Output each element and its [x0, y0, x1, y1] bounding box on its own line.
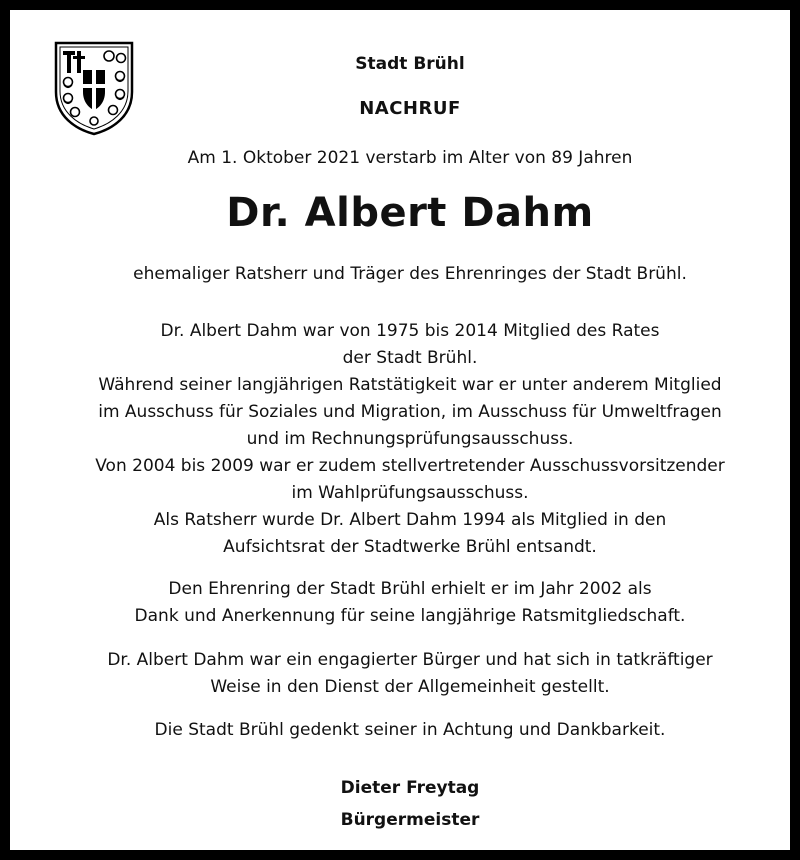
honor-paragraph [20, 576, 800, 630]
text-line: Aufsichtsrat der Stadtwerke Brühl entsandt. [223, 537, 597, 557]
text-line: Dr. Albert Dahm war von 1975 bis 2014 Mitglied des Rates [160, 321, 660, 341]
text-line: Dank und Anerkennung für seine langjährige Ratsmitgliedschaft. [134, 606, 686, 626]
text-line: der Stadt Brühl. [342, 348, 478, 368]
text-line: Von 2004 bis 2009 war er zudem stellvertretender Ausschussvorsitzender [95, 456, 725, 476]
career-paragraph [20, 318, 800, 561]
notice-title: NACHRUF [359, 98, 461, 119]
text-line: im Ausschuss für Soziales und Migration, im Ausschuss für Umweltfragen [98, 402, 722, 422]
signatory-role: Bürgermeister [340, 810, 480, 830]
text-line: Während seiner langjährigen Ratstätigkeit war er unter anderem Mitglied [98, 375, 722, 395]
deceased-name: Dr. Albert Dahm [226, 190, 594, 236]
remembrance-paragraph [20, 717, 800, 744]
organization-name: Stadt Brühl [355, 54, 465, 74]
text-line: Die Stadt Brühl gedenkt seiner in Achtung und Dankbarkeit. [154, 720, 666, 740]
deceased-title: ehemaliger Ratsherr und Träger des Ehrenringes der Stadt Brühl. [133, 264, 687, 284]
text-line: Als Ratsherr wurde Dr. Albert Dahm 1994 als Mitglied in den [153, 510, 667, 530]
tribute-paragraph [20, 647, 800, 701]
signatory-name: Dieter Freytag [340, 778, 480, 798]
text-line: Den Ehrenring der Stadt Brühl erhielt er im Jahr 2002 als [168, 579, 652, 599]
text-line: Weise in den Dienst der Allgemeinheit gestellt. [210, 677, 610, 697]
text-line: Dr. Albert Dahm war ein engagierter Bürger und hat sich in tatkräftiger [107, 650, 713, 670]
death-announcement: Am 1. Oktober 2021 verstarb im Alter von 89 Jahren [187, 148, 633, 168]
text-line: und im Rechnungsprüfungsausschuss. [246, 429, 574, 449]
text-line: im Wahlprüfungsausschuss. [291, 483, 529, 503]
